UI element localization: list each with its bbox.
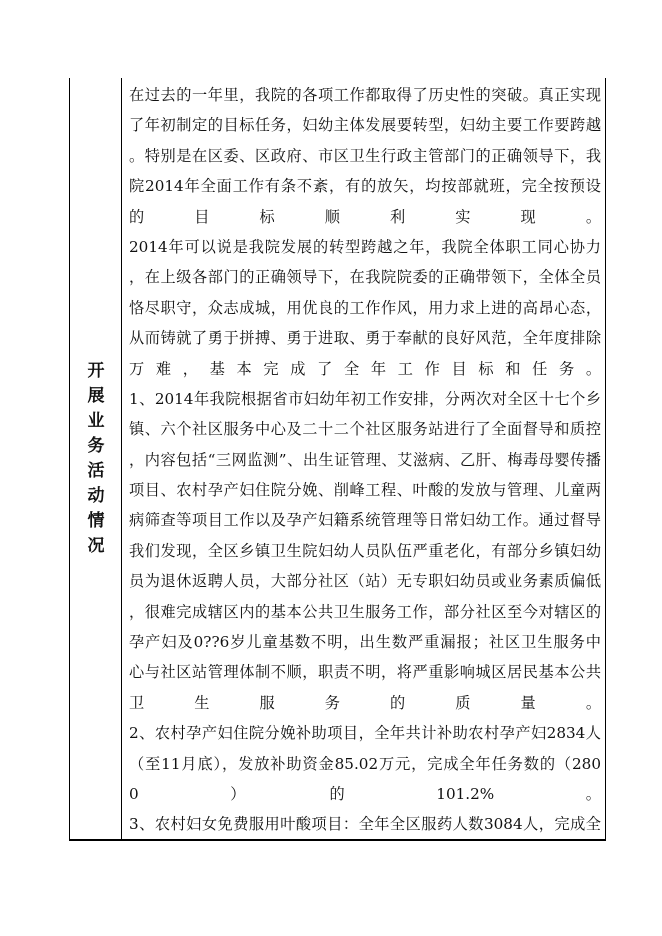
text-line: 2、农村孕产妇住院分娩补助项目，全年共计补助农村孕产妇2834人 [129,724,601,743]
table-divider-column [121,78,122,840]
text-line: 员为退休返聘人员，大部分社区（站）无专职妇幼员或业务素质偏低 [129,572,601,591]
text-line: 3、农村妇女免费服用叶酸项目：全年全区服药人数3084人，完成全 [129,815,601,834]
text-line: ，在上级各部门的正确领导下，在我院院委的正确带领下，全体全员 [129,268,601,287]
text-line: 万难，基本完成了全年工作目标和任务。 [129,359,601,378]
text-line: 2014年可以说是我院发展的转型跨越之年，我院全体职工同心协力 [129,237,601,256]
text-line: 。特别是在区委、区政府、市区卫生行政主管部门的正确领导下，我 [129,146,601,165]
text-line: 在过去的一年里，我院的各项工作都取得了历史性的突破。真正实现 [129,86,601,104]
text-line: ，很难完成辖区内的基本公共卫生服务工作，部分社区至今对辖区的 [129,602,601,621]
text-line: 心与社区站管理体制不顺，职责不明，将严重影响城区居民基本公共 [129,663,601,682]
text-line: 0 ） 的 101.2% 。 [129,784,601,803]
text-line: 孕产妇及0??6岁儿童基数不明，出生数严重漏报；社区卫生服务中 [129,633,601,652]
section-label: 开 展 业 务 活 动 情 况 [87,361,105,556]
text-line: 我们发现，全区乡镇卫生院妇幼人员队伍严重老化，有部分乡镇妇幼 [129,541,601,560]
text-line: 病筛查等项目工作以及孕产妇籍系统管理等日常妇幼工作。通过督导 [129,511,601,530]
text-line: 的 目 标 顺 利 实 现 。 [129,207,601,226]
text-line: 1、2014年我院根据省市妇幼年初工作安排，分两次对全区十七个乡 [129,389,601,408]
text-line: ，内容包括“三网监测”、出生证管理、艾滋病、乙肝、梅毒母婴传播 [129,450,601,469]
section-label-cell [72,78,120,840]
text-line: 了年初制定的目标任务，妇幼主体发展要转型，妇幼主要工作要跨越 [129,116,601,135]
text-line: 镇、六个社区服务中心及二十二个社区服务站进行了全面督导和质控 [129,420,601,439]
text-line: 卫 生 服 务 的 质 量 。 [129,693,601,712]
table-border-right [605,78,606,840]
text-line: 项目、农村孕产妇住院分娩、削峰工程、叶酸的发放与管理、儿童两 [129,481,601,500]
text-line: 从而铸就了勇于拼搏、勇于进取、勇于奉献的良好风范，全年度排除 [129,329,601,348]
body-text [129,80,601,840]
text-line: 院2014年全面工作有条不紊，有的放矢，均按部就班，完全按预设 [129,177,601,196]
text-line: 恪尽职守，众志成城，用优良的工作作风，用力求上进的高昂心态， [129,298,601,317]
table-border-left [69,78,70,840]
text-line: （至11月底），发放补助资金85.02万元，完成全年任务数的（280 [129,754,601,773]
